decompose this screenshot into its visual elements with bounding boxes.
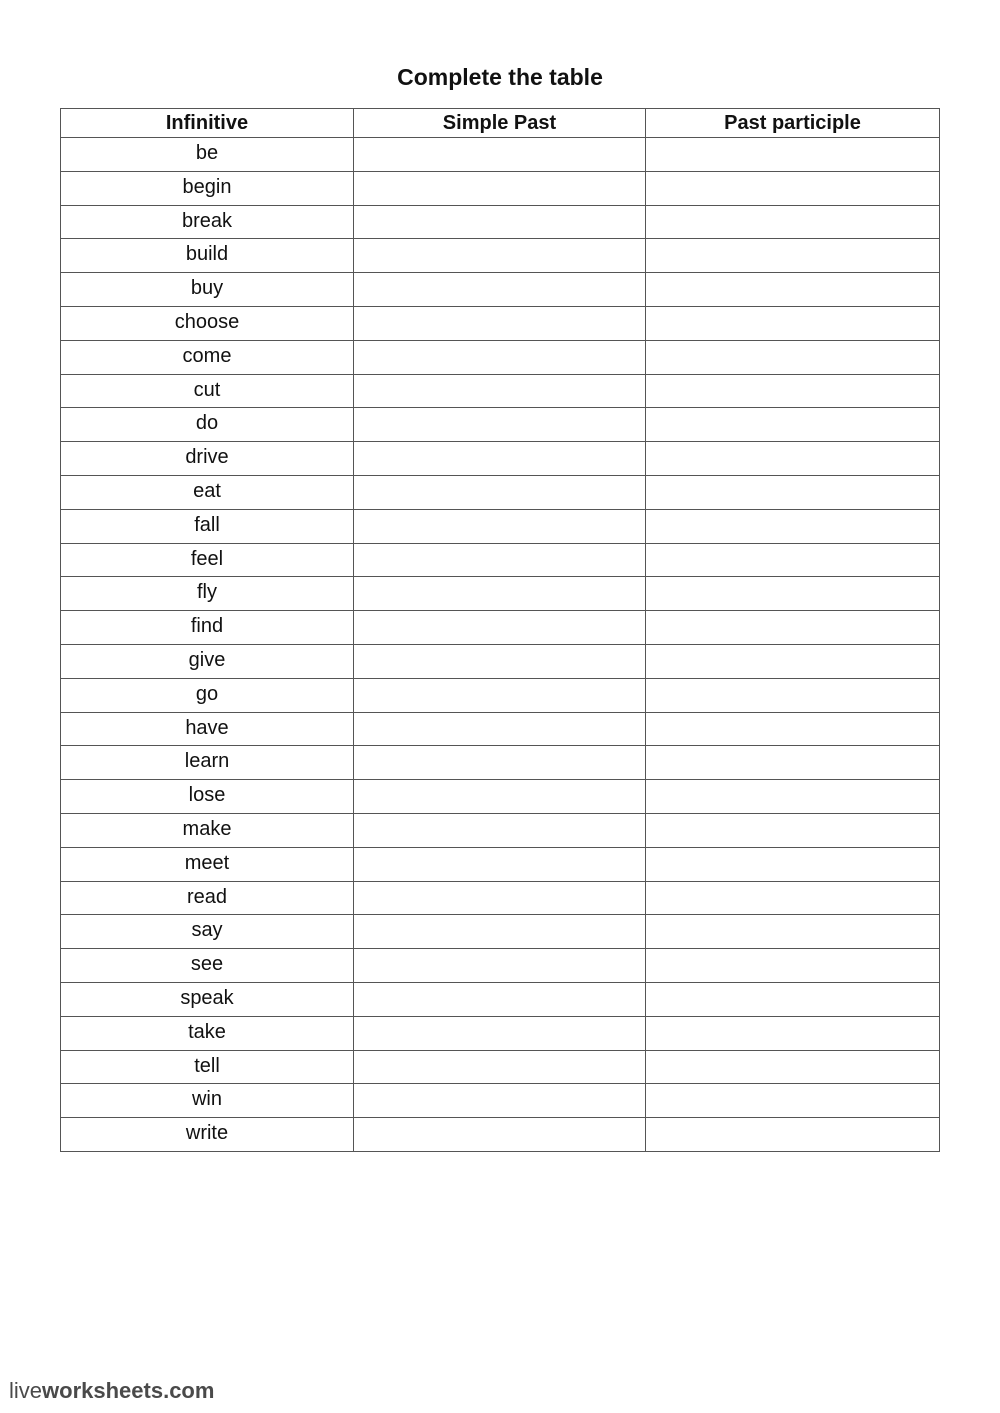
infinitive-cell: speak [61, 982, 354, 1016]
table-row [61, 273, 940, 307]
simple-past-answer-cell[interactable] [354, 475, 646, 509]
table-row [61, 205, 940, 239]
past-participle-answer-cell[interactable] [646, 881, 940, 915]
logo-suffix: .com [163, 1378, 215, 1403]
header-simple-past: Simple Past [354, 109, 646, 138]
infinitive-cell: say [61, 915, 354, 949]
simple-past-answer-cell[interactable] [354, 1050, 646, 1084]
past-participle-answer-cell[interactable] [646, 171, 940, 205]
past-participle-answer-cell[interactable] [646, 509, 940, 543]
simple-past-answer-cell[interactable] [354, 138, 646, 172]
table-row [61, 1118, 940, 1152]
table-row [61, 644, 940, 678]
table-header-row [61, 109, 940, 138]
table-row [61, 813, 940, 847]
infinitive-cell: give [61, 644, 354, 678]
table-row [61, 1084, 940, 1118]
past-participle-answer-cell[interactable] [646, 374, 940, 408]
table-row [61, 881, 940, 915]
infinitive-cell: have [61, 712, 354, 746]
past-participle-answer-cell[interactable] [646, 1050, 940, 1084]
past-participle-answer-cell[interactable] [646, 611, 940, 645]
past-participle-answer-cell[interactable] [646, 138, 940, 172]
table-row [61, 408, 940, 442]
infinitive-cell: do [61, 408, 354, 442]
table-row [61, 509, 940, 543]
past-participle-answer-cell[interactable] [646, 847, 940, 881]
past-participle-answer-cell[interactable] [646, 712, 940, 746]
simple-past-answer-cell[interactable] [354, 509, 646, 543]
infinitive-cell: take [61, 1016, 354, 1050]
simple-past-answer-cell[interactable] [354, 340, 646, 374]
infinitive-cell: choose [61, 306, 354, 340]
simple-past-answer-cell[interactable] [354, 847, 646, 881]
infinitive-cell: cut [61, 374, 354, 408]
simple-past-answer-cell[interactable] [354, 1016, 646, 1050]
verb-table-body [61, 138, 940, 1152]
past-participle-answer-cell[interactable] [646, 340, 940, 374]
past-participle-answer-cell[interactable] [646, 577, 940, 611]
table-row [61, 1050, 940, 1084]
table-row [61, 171, 940, 205]
simple-past-answer-cell[interactable] [354, 577, 646, 611]
simple-past-answer-cell[interactable] [354, 239, 646, 273]
simple-past-answer-cell[interactable] [354, 915, 646, 949]
past-participle-answer-cell[interactable] [646, 982, 940, 1016]
table-row [61, 915, 940, 949]
simple-past-answer-cell[interactable] [354, 442, 646, 476]
infinitive-cell: win [61, 1084, 354, 1118]
past-participle-answer-cell[interactable] [646, 915, 940, 949]
past-participle-answer-cell[interactable] [646, 678, 940, 712]
infinitive-cell: make [61, 813, 354, 847]
past-participle-answer-cell[interactable] [646, 442, 940, 476]
table-row [61, 780, 940, 814]
infinitive-cell: fall [61, 509, 354, 543]
infinitive-cell: read [61, 881, 354, 915]
infinitive-cell: write [61, 1118, 354, 1152]
table-row [61, 138, 940, 172]
simple-past-answer-cell[interactable] [354, 374, 646, 408]
past-participle-answer-cell[interactable] [646, 543, 940, 577]
simple-past-answer-cell[interactable] [354, 780, 646, 814]
table-row [61, 577, 940, 611]
simple-past-answer-cell[interactable] [354, 306, 646, 340]
past-participle-answer-cell[interactable] [646, 306, 940, 340]
past-participle-answer-cell[interactable] [646, 408, 940, 442]
table-row [61, 340, 940, 374]
table-row [61, 949, 940, 983]
simple-past-answer-cell[interactable] [354, 813, 646, 847]
past-participle-answer-cell[interactable] [646, 475, 940, 509]
infinitive-cell: fly [61, 577, 354, 611]
infinitive-cell: come [61, 340, 354, 374]
infinitive-cell: learn [61, 746, 354, 780]
infinitive-cell: buy [61, 273, 354, 307]
simple-past-answer-cell[interactable] [354, 982, 646, 1016]
table-row [61, 611, 940, 645]
past-participle-answer-cell[interactable] [646, 273, 940, 307]
simple-past-answer-cell[interactable] [354, 712, 646, 746]
table-row [61, 442, 940, 476]
infinitive-cell: break [61, 205, 354, 239]
simple-past-answer-cell[interactable] [354, 273, 646, 307]
infinitive-cell: see [61, 949, 354, 983]
table-row [61, 712, 940, 746]
infinitive-cell: find [61, 611, 354, 645]
past-participle-answer-cell[interactable] [646, 1084, 940, 1118]
simple-past-answer-cell[interactable] [354, 1118, 646, 1152]
simple-past-answer-cell[interactable] [354, 644, 646, 678]
logo-bold: worksheets [42, 1378, 164, 1403]
simple-past-answer-cell[interactable] [354, 408, 646, 442]
simple-past-answer-cell[interactable] [354, 949, 646, 983]
table-row [61, 306, 940, 340]
table-row [61, 982, 940, 1016]
infinitive-cell: go [61, 678, 354, 712]
infinitive-cell: build [61, 239, 354, 273]
logo-prefix: live [9, 1378, 43, 1403]
infinitive-cell: be [61, 138, 354, 172]
simple-past-answer-cell[interactable] [354, 205, 646, 239]
past-participle-answer-cell[interactable] [646, 239, 940, 273]
simple-past-answer-cell[interactable] [354, 611, 646, 645]
infinitive-cell: begin [61, 171, 354, 205]
past-participle-answer-cell[interactable] [646, 780, 940, 814]
table-row [61, 847, 940, 881]
table-row [61, 475, 940, 509]
infinitive-cell: eat [61, 475, 354, 509]
past-participle-answer-cell[interactable] [646, 1016, 940, 1050]
infinitive-cell: drive [61, 442, 354, 476]
infinitive-cell: lose [61, 780, 354, 814]
header-infinitive: Infinitive [61, 109, 354, 138]
table-row [61, 678, 940, 712]
table-row [61, 239, 940, 273]
simple-past-answer-cell[interactable] [354, 543, 646, 577]
table-row [61, 374, 940, 408]
infinitive-cell: tell [61, 1050, 354, 1084]
past-participle-answer-cell[interactable] [646, 1118, 940, 1152]
page-title: Complete the table [397, 64, 603, 90]
liveworksheets-logo [9, 1378, 214, 1404]
past-participle-answer-cell[interactable] [646, 813, 940, 847]
past-participle-answer-cell[interactable] [646, 644, 940, 678]
past-participle-answer-cell[interactable] [646, 205, 940, 239]
table-row [61, 746, 940, 780]
simple-past-answer-cell[interactable] [354, 881, 646, 915]
simple-past-answer-cell[interactable] [354, 171, 646, 205]
simple-past-answer-cell[interactable] [354, 746, 646, 780]
infinitive-cell: feel [61, 543, 354, 577]
header-past-participle: Past participle [646, 109, 940, 138]
past-participle-answer-cell[interactable] [646, 746, 940, 780]
verb-table [60, 108, 940, 1152]
table-row [61, 543, 940, 577]
table-row [61, 1016, 940, 1050]
past-participle-answer-cell[interactable] [646, 949, 940, 983]
simple-past-answer-cell[interactable] [354, 1084, 646, 1118]
simple-past-answer-cell[interactable] [354, 678, 646, 712]
infinitive-cell: meet [61, 847, 354, 881]
